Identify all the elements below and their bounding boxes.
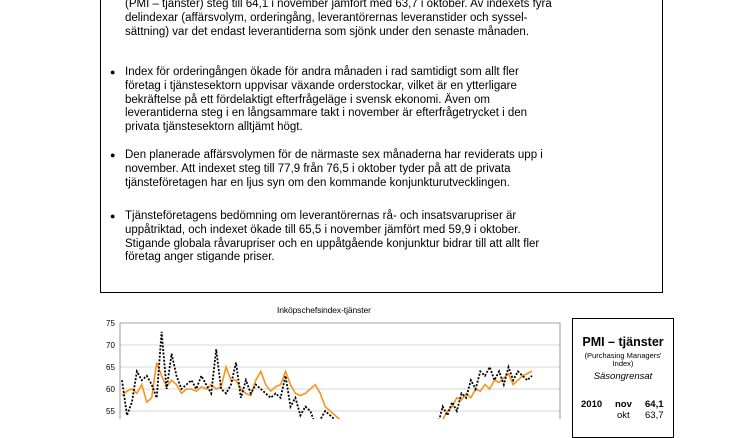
summary-adjusted-label: Säsongrensat	[593, 371, 653, 382]
y-tick-label: 70	[106, 341, 115, 350]
summary-subtitle: Index)	[612, 359, 634, 368]
text-line: tjänsteföretagen har en ljus syn om den kommande konjunkturutvecklingen.	[125, 176, 510, 189]
summary-month: nov	[615, 399, 632, 410]
summary-subtitle: (Purchasing Managers'	[584, 351, 662, 360]
y-tick-label: 55	[106, 407, 115, 416]
text-line: Den planerade affärsvolymen för de närmaste sex månaderna har reviderats upp i	[125, 149, 543, 161]
text-line: sättning) var det endast leverantiderna som sjönk under den senaste månaden.	[125, 25, 530, 38]
text-line: uppåtriktad, och indexet ökade till 65,5 i november jämfört med 59,9 i oktober.	[125, 223, 521, 236]
plot-area	[120, 323, 560, 419]
text-line: leverantiderna steg i en långsammare takt i november är efterfrågetrycket i den	[125, 107, 528, 120]
pmi-summary-box	[572, 318, 674, 438]
series-line-adjusted	[438, 371, 532, 419]
summary-title: PMI – tjänster	[582, 335, 664, 349]
bullet-icon: ●	[110, 211, 116, 221]
summary-month: okt	[617, 410, 630, 421]
text-line: privata tjänstesektorn alltjämt högt.	[125, 121, 303, 134]
text-line: Tjänsteföretagens bedömning om leverantörernas rå- och insatsvarupriser är	[125, 210, 517, 222]
text-line: november. Att indexet steg till 77,9 från 76,5 i oktober tyder på att de privata	[125, 162, 511, 175]
summary-year: 2010	[581, 399, 603, 410]
y-tick-label: 65	[106, 363, 115, 372]
text-line: (PMI – tjänster) steg till 64,1 i november jämfört med 63,7 i oktober. Av indexets fyra	[125, 0, 552, 10]
chart-title: Inköpschefsindex-tjänster	[277, 305, 371, 315]
bullet-icon: ●	[110, 67, 116, 77]
text-line: företag anger stigande priser.	[125, 251, 275, 264]
bullet-icon: ●	[110, 150, 116, 160]
y-tick-label: 60	[106, 385, 115, 394]
text-line: Stigande globala råvarupriser och en uppåtgående konjunktur bidrar till att allt fler	[125, 237, 540, 250]
summary-value: 63,7	[645, 410, 664, 421]
text-line: bekräftelse på ett fördelaktigt efterfrågeläge i svensk ekonomi. Även om	[125, 93, 491, 106]
text-line: Index för orderingången ökade för andra månaden i rad samtidigt som allt fler	[125, 66, 519, 78]
text-line: företag i tjänstesektorn uppvisar växande orderstockar, vilket är en ytterligare	[125, 79, 517, 92]
summary-value: 64,1	[645, 399, 664, 410]
y-tick-label: 75	[106, 319, 115, 328]
text-line: delindexar (affärsvolym, orderingång, leverantörernas leveranstider och syssel-	[125, 11, 528, 24]
